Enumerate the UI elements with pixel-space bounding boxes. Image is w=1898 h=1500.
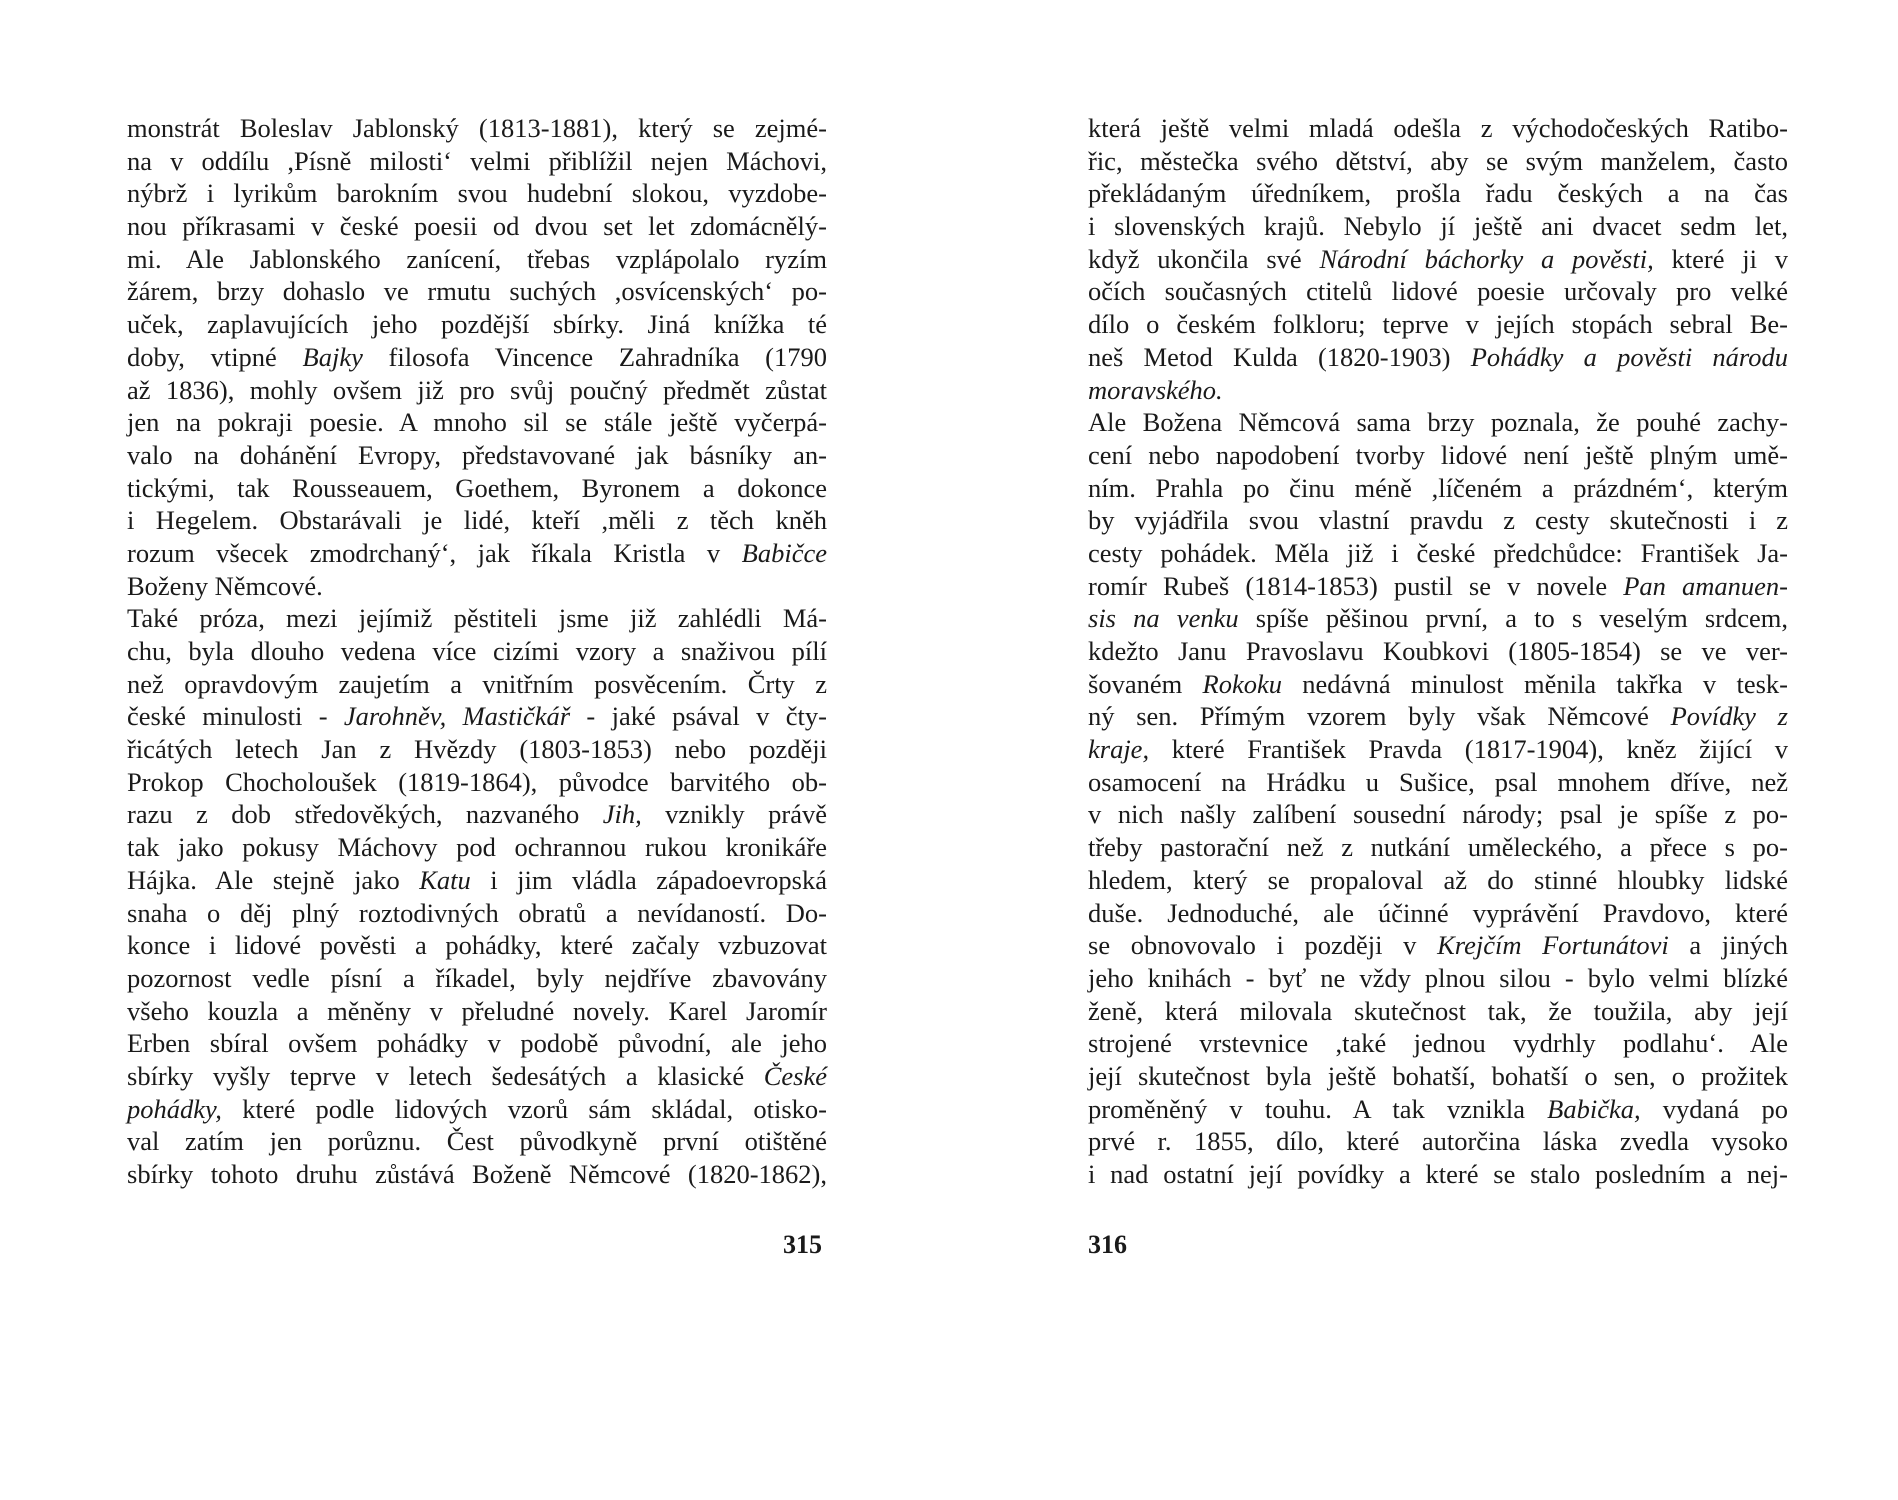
text-line <box>127 864 827 897</box>
text-line <box>1088 668 1788 701</box>
left-page-number: 315 <box>783 1230 822 1259</box>
text-line <box>127 112 827 145</box>
text-span: vznikly právě <box>641 799 827 830</box>
text-line <box>1088 439 1788 472</box>
text-line <box>127 962 827 995</box>
text-line <box>1088 504 1788 537</box>
text-line <box>127 177 827 210</box>
text-span: - jaké psával v čty- <box>570 701 827 732</box>
text-span: žárem, brzy dohaslo ve rmutu suchých ,osvícenských‘ po- <box>127 276 827 307</box>
text-line <box>127 798 827 831</box>
italic-title-span: Katu <box>419 864 471 895</box>
text-span: dílo o českém folkloru; teprve v jejích stopách sebral Be- <box>1088 309 1788 340</box>
text-line <box>127 374 827 407</box>
text-span: které ji v <box>1653 243 1789 274</box>
italic-title-span: Jih, <box>602 799 642 830</box>
text-span: konce i lidové pověsti a pohádky, které začaly vzbuzovat <box>127 930 827 961</box>
text-line <box>127 341 827 374</box>
text-span: rozum všecek zmodrchaný‘, jak říkala Kristla v <box>127 537 742 568</box>
text-span: než opravdovým zaujetím a vnitřním posvěcením. Črty z <box>127 668 827 699</box>
italic-title-span: Rokoku <box>1202 668 1282 699</box>
text-span: české minulosti - <box>127 701 344 732</box>
text-line <box>1088 766 1788 799</box>
text-line <box>1088 1158 1788 1191</box>
text-span: vydaná po <box>1640 1093 1788 1124</box>
italic-title-span: Jarohněv, Mastičkář <box>343 701 571 732</box>
text-span: monstrát Boleslav Jablonský (1813-1881), který se zejmé- <box>127 113 827 143</box>
text-line <box>127 700 827 733</box>
text-span: Ale Božena Němcová sama brzy poznala, že pouhé zachy- <box>1088 407 1788 438</box>
italic-title-span: kraje, <box>1088 734 1150 765</box>
text-line <box>1088 798 1788 831</box>
text-span: nedávná minulost měnila takřka v tesk- <box>1281 668 1788 699</box>
text-line <box>1088 472 1788 505</box>
text-line <box>127 1125 827 1158</box>
italic-title-span: Pohádky a pověsti národu <box>1470 341 1788 372</box>
text-line <box>127 504 827 537</box>
text-line <box>127 210 827 243</box>
text-span: doby, vtipné <box>127 341 303 372</box>
text-line <box>1088 537 1788 570</box>
text-line <box>1088 831 1788 864</box>
text-line <box>1088 1125 1788 1158</box>
text-line <box>1088 112 1788 145</box>
text-line <box>127 570 827 603</box>
text-line <box>127 537 827 570</box>
text-span: cesty pohádek. Měla již i české předchůdce: František Ja- <box>1088 537 1788 568</box>
text-line <box>1088 929 1788 962</box>
text-span: sbírky tohoto druhu zůstává Boženě Němcové (1820-1862), <box>127 1159 827 1189</box>
text-line <box>1088 341 1788 374</box>
text-line <box>1088 374 1788 407</box>
text-span: která ještě velmi mladá odešla z východočeských Ratibo- <box>1088 113 1788 143</box>
text-line <box>1088 897 1788 930</box>
text-span: valo na dohánění Evropy, představované jak básníky an- <box>127 439 827 470</box>
italic-title-span: Národní báchorky a pověsti, <box>1319 243 1654 274</box>
text-line <box>127 929 827 962</box>
text-span: i slovenských krajů. Nebylo jí ještě ani dvacet sedm let, <box>1088 211 1788 242</box>
text-line <box>1088 406 1788 439</box>
text-span: Prokop Chocholoušek (1819-1864), původce barvitého ob- <box>127 766 827 797</box>
text-line <box>1088 1027 1788 1060</box>
text-line <box>1088 1093 1788 1126</box>
text-line <box>1088 570 1788 603</box>
text-span: kdežto Janu Pravoslavu Koubkovi (1805-1854) se ve ver- <box>1088 636 1788 666</box>
text-span: sbírky vyšly teprve v letech šedesátých a klasické <box>127 1060 764 1091</box>
text-span: duše. Jednoduché, ale účinné vyprávění Pravdovo, které <box>1088 897 1788 928</box>
text-span: nou příkrasami v české poesii od dvou set let zdomácnělý- <box>127 211 827 242</box>
text-line <box>127 995 827 1028</box>
text-line <box>1088 177 1788 210</box>
text-line <box>127 602 827 635</box>
text-line <box>1088 145 1788 178</box>
text-span: jeho knihách - byť ne vždy plnou silou - bylo velmi blízké <box>1088 962 1788 993</box>
text-span: osamocení na Hrádku u Sušice, psal mnohem dříve, než <box>1088 766 1788 797</box>
text-span: třeby pastorační než z nutkání uměleckého, a přece s po- <box>1088 832 1788 863</box>
text-line <box>127 831 827 864</box>
text-span: řic, městečka svého dětství, aby se svým manželem, často <box>1088 145 1788 176</box>
text-span: když ukončila své <box>1088 243 1320 274</box>
text-line <box>127 439 827 472</box>
text-span: překládaným úředníkem, prošla řadu českých a na čas <box>1088 178 1788 209</box>
text-span: val zatím jen porůznu. Čest původkyně první otištěné <box>127 1126 827 1157</box>
text-line <box>1088 210 1788 243</box>
text-span: uček, zaplavujících jeho pozdější sbírky. Jiná knížka té <box>127 309 827 340</box>
text-span: jen na pokraji poesie. A mnoho sil se stále ještě vyčerpá- <box>127 407 827 438</box>
text-line <box>127 1158 827 1191</box>
text-span: tak jako pokusy Máchovy pod ochrannou rukou kronikáře <box>127 832 827 863</box>
text-span: její skutečnost byla ještě bohatší, bohatší o sen, o prožitek <box>1088 1060 1788 1091</box>
right-page-number: 316 <box>1088 1230 1127 1259</box>
text-span: i jim vládla západoevropská <box>470 864 827 895</box>
italic-title-span: Pan amanuen- <box>1623 570 1788 601</box>
text-line <box>127 243 827 276</box>
text-span: ný sen. Přímým vzorem byly však Němcové <box>1088 701 1671 732</box>
text-span: v nich našly zalíbení sousední národy; psal je spíše z po- <box>1088 799 1788 830</box>
text-span: spíše pěšinou první, a to s veselým srdcem, <box>1238 603 1788 634</box>
text-span: hledem, který se propaloval až do stinné hloubky lidské <box>1088 864 1788 895</box>
text-span: prvé r. 1855, dílo, které autorčina láska zvedla vysoko <box>1088 1126 1788 1157</box>
text-line <box>127 668 827 701</box>
text-span: řicátých letech Jan z Hvězdy (1803-1853) nebo později <box>127 734 827 765</box>
text-span: neš Metod Kulda (1820-1903) <box>1088 341 1471 372</box>
text-line <box>127 145 827 178</box>
italic-title-span: Babičce <box>741 537 827 568</box>
text-span: se obnovovalo i později v <box>1088 930 1438 961</box>
text-line <box>127 472 827 505</box>
text-span: proměněný v touhu. A tak vznikla <box>1088 1093 1548 1124</box>
text-line <box>127 1060 827 1093</box>
right-page-text <box>1088 112 1788 1191</box>
text-line <box>1088 700 1788 733</box>
text-span: a jiných <box>1668 930 1788 961</box>
italic-title-span: Bajky <box>302 341 363 372</box>
italic-title-span: pohádky, <box>127 1093 222 1124</box>
text-span: na v oddílu ,Písně milosti‘ velmi přiblížil nejen Máchovi, <box>127 145 827 176</box>
italic-title-span: moravského. <box>1088 374 1223 405</box>
text-line <box>1088 635 1788 668</box>
italic-title-span: Babička, <box>1547 1093 1641 1124</box>
text-line <box>1088 602 1788 635</box>
text-span: chu, byla dlouho vedena více cizími vzory a snaživou pílí <box>127 636 827 666</box>
text-line <box>127 766 827 799</box>
text-line <box>127 275 827 308</box>
italic-title-span: Krejčím Fortunátovi <box>1437 930 1669 961</box>
text-line <box>1088 243 1788 276</box>
text-span: pozornost vedle písní a říkadel, byly nejdříve zbavovány <box>127 962 827 993</box>
text-span: které František Pravda (1817-1904), kněz žijící v <box>1149 734 1788 765</box>
text-span: nýbrž i lyrikům barokním svou hudební slokou, vyzdobe- <box>127 178 827 209</box>
text-span: ženě, která milovala skutečnost tak, že toužila, aby její <box>1088 995 1788 1026</box>
text-line <box>1088 733 1788 766</box>
text-line <box>127 897 827 930</box>
text-line <box>127 308 827 341</box>
text-line <box>1088 1060 1788 1093</box>
text-span: všeho kouzla a měněny v přeludné novely. Karel Jaromír <box>127 995 827 1026</box>
text-span: mi. Ale Jablonského zanícení, třebas vzplápolalo ryzím <box>127 243 827 274</box>
text-span: tickými, tak Rousseauem, Goethem, Byronem a dokonce <box>127 472 827 503</box>
text-line <box>127 1093 827 1126</box>
text-span: snaha o děj plný roztodivných obratů a nevídaností. Do- <box>127 897 827 928</box>
italic-title-span: České <box>763 1060 827 1091</box>
italic-title-span: Povídky z <box>1670 701 1788 732</box>
text-line <box>1088 995 1788 1028</box>
text-line <box>1088 275 1788 308</box>
text-line <box>1088 864 1788 897</box>
text-line <box>127 635 827 668</box>
italic-title-span: sis na venku <box>1088 603 1239 634</box>
text-span: Erben sbíral ovšem pohádky v podobě původní, ale jeho <box>127 1028 827 1059</box>
text-span: strojené vrstevnice ,také jednou vydrhly podlahu‘. Ale <box>1088 1028 1788 1059</box>
text-span: i nad ostatní její povídky a které se stalo posledním a nej- <box>1088 1159 1788 1189</box>
text-line <box>127 406 827 439</box>
text-span: ním. Prahla po činu méně ,líčeném a prázdném‘, kterým <box>1088 472 1788 503</box>
text-span: i Hegelem. Obstarávali je lidé, kteří ,měli z těch kněh <box>127 505 827 536</box>
text-span: až 1836), mohly ovšem již pro svůj poučný předmět zůstat <box>127 374 827 405</box>
text-span: Hájka. Ale stejně jako <box>127 864 420 895</box>
left-page-text <box>127 112 827 1191</box>
text-span: Také próza, mezi jejímiž pěstiteli jsme již zahlédli Má- <box>127 603 827 634</box>
text-span: šovaném <box>1088 668 1203 699</box>
text-line <box>127 733 827 766</box>
text-span: které podle lidových vzorů sám skládal, otisko- <box>221 1093 827 1124</box>
text-span: by vyjádřila svou vlastní pravdu z cesty skutečnosti i z <box>1088 505 1788 536</box>
text-span: romír Rubeš (1814-1853) pustil se v novele <box>1088 570 1624 601</box>
text-line <box>1088 962 1788 995</box>
text-span: Boženy Němcové. <box>127 570 323 601</box>
text-span: cení nebo napodobení tvorby lidové není ještě plným umě- <box>1088 439 1788 470</box>
text-line <box>1088 308 1788 341</box>
text-line <box>127 1027 827 1060</box>
text-span: očích současných ctitelů lidové poesie určovaly pro velké <box>1088 276 1788 307</box>
text-span: razu z dob středověkých, nazvaného <box>127 799 603 830</box>
text-span: filosofa Vincence Zahradníka (1790 <box>362 341 827 372</box>
